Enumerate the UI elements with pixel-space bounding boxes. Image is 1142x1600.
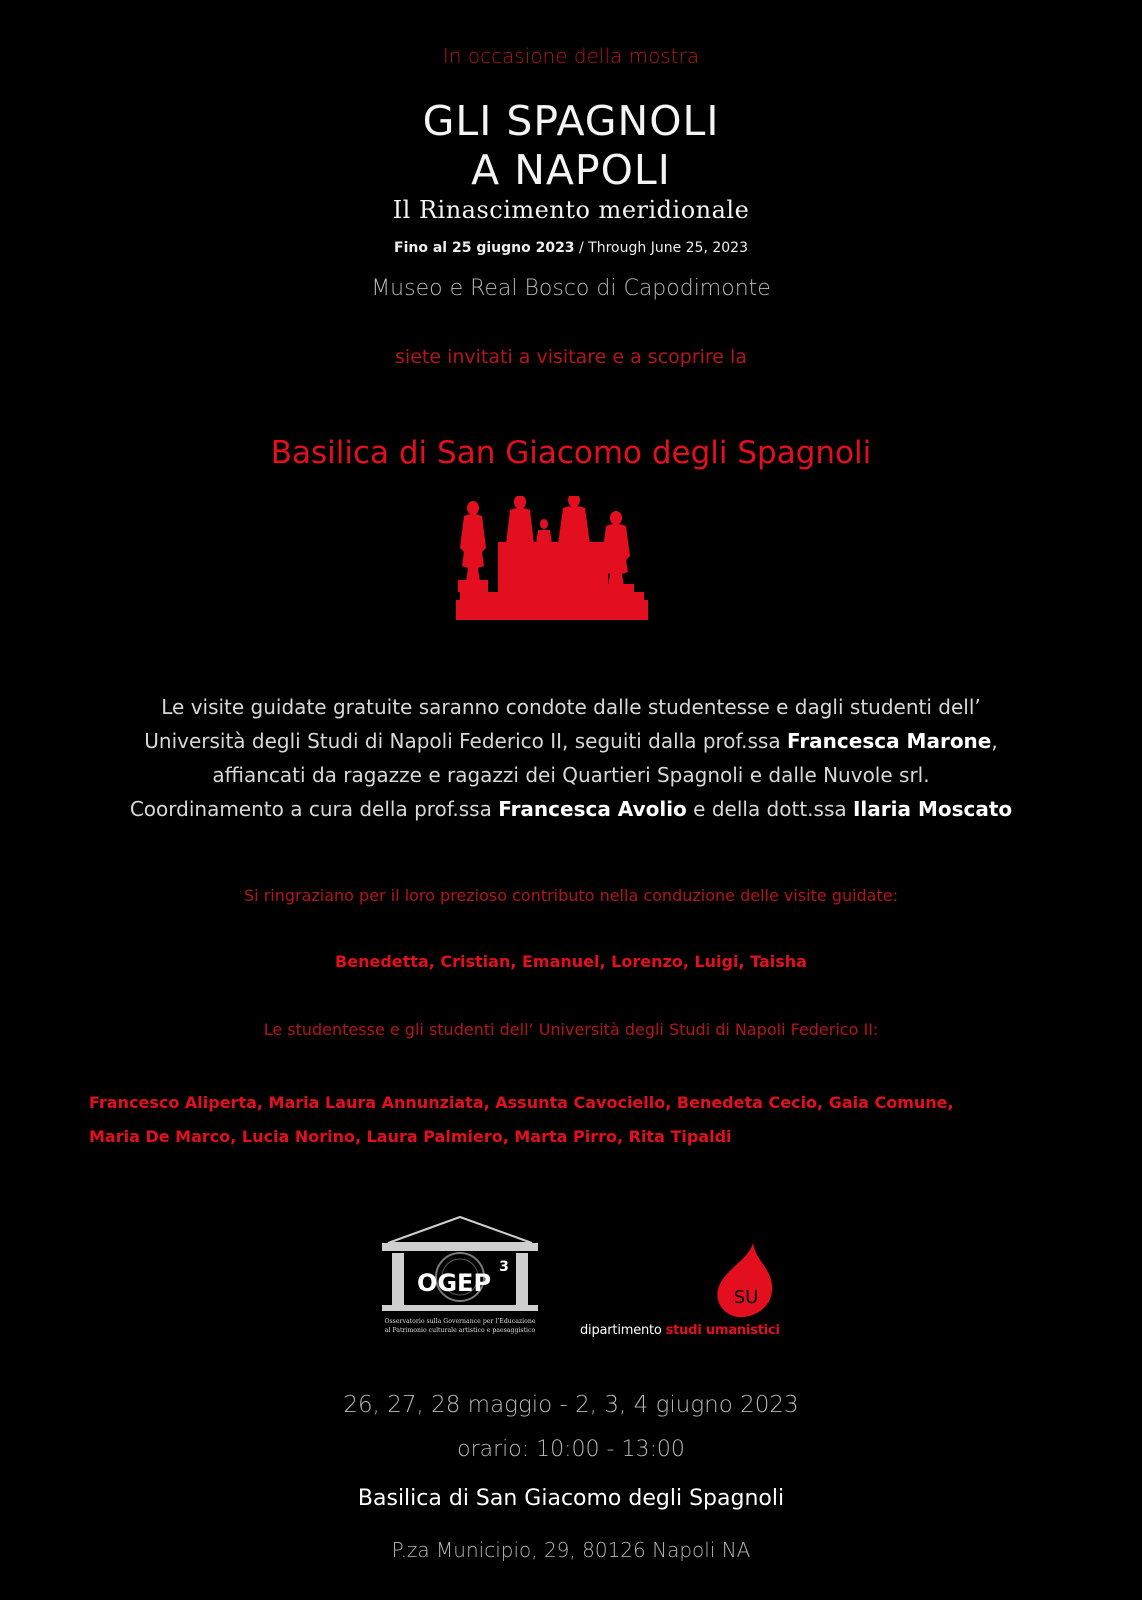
exhibition-title-line1: GLI SPAGNOLI <box>422 97 720 145</box>
ogep-caption: Osservatorio sulla Governance per l’Educazione <box>384 1318 536 1325</box>
description-line: Le visite guidate gratuite saranno condote dalle studentesse e dagli studenti dell’ <box>161 695 981 719</box>
coordinator-name: Francesca Avolio <box>498 797 687 821</box>
exhibition-subtitle: Il Rinascimento meridionale <box>392 196 750 224</box>
visit-hours: orario: 10:00 - 13:00 <box>457 1437 685 1462</box>
coordinator-name: Ilaria Moscato <box>852 797 1013 821</box>
museum-name: Museo e Real Bosco di Capodimonte <box>371 276 771 301</box>
invite-text: siete invitati a visitare e a scoprire la <box>395 346 747 368</box>
exhibition-dates-en: Through June 25, 2023 <box>588 240 748 256</box>
description-text: Università degli Studi di Napoli Federico II, seguiti dalla prof.ssa <box>144 729 787 753</box>
thanks-names: Benedetta, Cristian, Emanuel, Lorenzo, Luigi, Taisha <box>335 952 807 971</box>
description-text: e della dott.ssa <box>686 797 853 821</box>
su-caption <box>580 1323 780 1338</box>
ogep-superscript: 3 <box>499 1259 509 1275</box>
students-names-line: Maria De Marco, Lucia Norino, Laura Palmiero, Marta Pirro, Rita Tipaldi <box>89 1127 732 1146</box>
description-line: affiancati da ragazze e ragazzi dei Quartieri Spagnoli e dalle Nuvole srl. <box>212 763 930 787</box>
ogep-logo <box>372 1215 548 1339</box>
exhibition-dates-separator: / <box>574 240 589 256</box>
ogep-caption: al Patrimonio culturale artistico e paesaggistico <box>384 1327 536 1334</box>
visit-place: Basilica di San Giacomo degli Spagnoli <box>357 1486 785 1511</box>
students-intro: Le studentesse e gli studenti dell’ Università degli Studi di Napoli Federico II: <box>263 1020 879 1039</box>
intro-text: In occasione della mostra <box>442 44 700 68</box>
description-line <box>0 792 1142 826</box>
su-caption-a: dipartimento <box>580 1323 666 1338</box>
visit-dates: 26, 27, 28 maggio - 2, 3, 4 giugno 2023 <box>343 1392 799 1418</box>
description-text: , <box>991 729 998 753</box>
su-caption-b: studi umanistici <box>665 1323 780 1338</box>
ogep-name: OGEP <box>416 1269 492 1297</box>
basilica-heading: Basilica di San Giacomo degli Spagnoli <box>270 435 872 471</box>
description-text: Coordinamento a cura della prof.ssa <box>129 797 499 821</box>
description-paragraph <box>0 690 1142 826</box>
professor-name: Francesca Marone <box>786 729 992 753</box>
students-names-line: Francesco Aliperta, Maria Laura Annunziata, Assunta Cavociello, Benedeta Cecio, Gaia Comune, <box>89 1093 954 1112</box>
visit-address: P.za Municipio, 29, 80126 Napoli NA <box>391 1538 751 1562</box>
su-mark: SU <box>733 1287 759 1308</box>
statues-silhouette-icon <box>456 496 648 620</box>
description-line <box>0 724 1142 758</box>
students-names <box>89 1086 1089 1154</box>
exhibition-dates-it: Fino al 25 giugno 2023 <box>394 240 575 256</box>
exhibition-dates <box>0 240 1142 256</box>
thanks-intro: Si ringraziano per il loro prezioso contributo nella conduzione delle visite guidate: <box>244 886 898 905</box>
exhibition-title-line2: A NAPOLI <box>471 146 671 194</box>
